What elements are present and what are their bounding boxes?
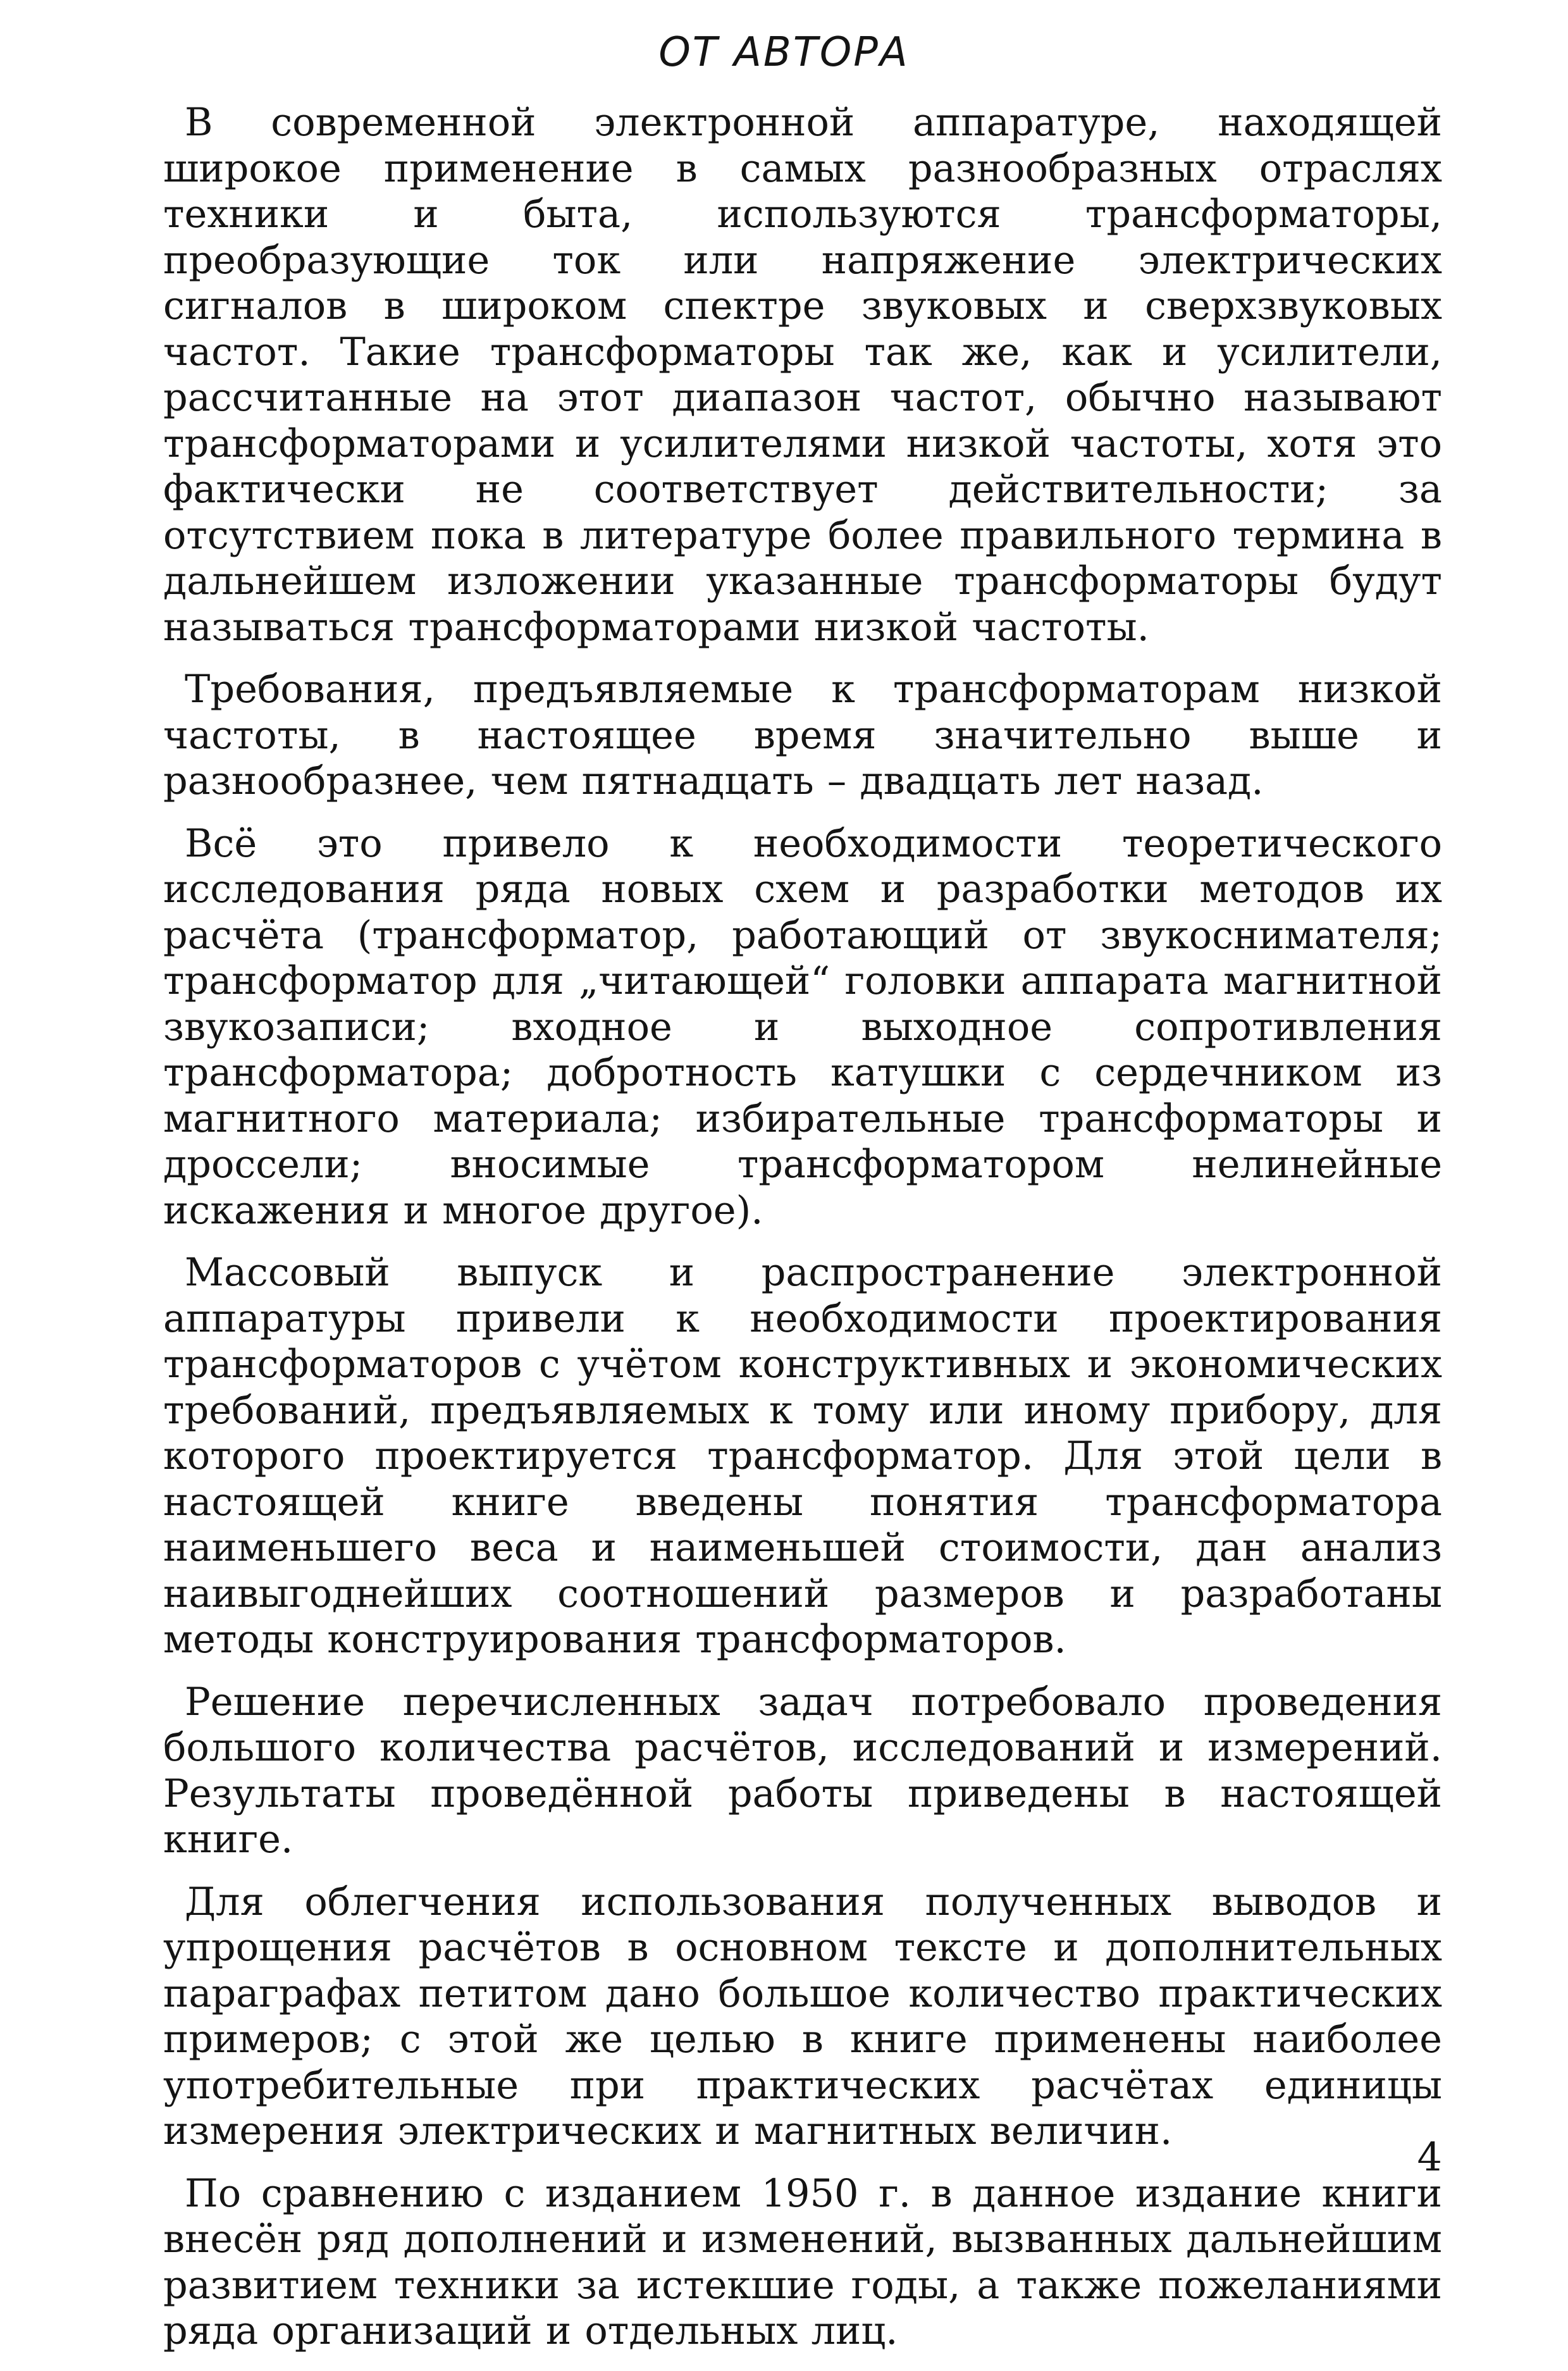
paragraph-7: По сравнению с изданием 1950 г. в данное издание книги внесён ряд дополнений и изменений, вызванных дальнейшим развитием техники за истекшие годы, а также пожеланиями ряда организаций и отдельных лиц. (163, 2171, 1442, 2353)
paragraph-4: Массовый выпуск и распространение электронной аппаратуры привели к необходимости проектирования трансформаторов с учётом конструктивных и экономических требований, предъявляемых к тому или иному прибору, для которого проектируется трансформатор. Для этой цели в настоящей книге введены понятия трансформатора наименьшего веса и наименьшей стоимости, дан анализ наивыгоднейших соотношений размеров и разработаны методы конструирования трансформаторов. (163, 1251, 1442, 1662)
paragraph-2: Требования, предъявляемые к трансформаторам низкой частоты, в настоящее время значительно выше и разнообразнее, чем пятнадцать – двадцать лет назад. (163, 667, 1442, 803)
preface-body (163, 100, 1442, 2371)
page-number: 4 (1417, 2134, 1442, 2180)
paragraph-3: Всё это привело к необходимости теоретического исследования ряда новых схем и разработки методов их расчёта (трансформатор, работающий от звукоснимателя; трансформатор для „читающей“ головки аппарата магнитной звукозаписи; входное и выходное сопротивления трансформатора; добротность катушки с сердечником из магнитного материала; избирательные трансформаторы и дроссели; вносимые трансформатором нелинейные искажения и многое другое). (163, 821, 1442, 1233)
paragraph-1: В современной электронной аппаратуре, находящей широкое применение в самых разнообразных отраслях техники и быта, используются трансформаторы, преобразующие ток или напряжение электрических сигналов в широком спектре звуковых и сверхзвуковых частот. Такие трансформаторы так же, как и усилители, рассчитанные на этот диапазон частот, обычно называют трансформаторами и усилителями низкой частоты, хотя это фактически не соответствует действительности; за отсутствием пока в литературе более правильного термина в дальнейшем изложении указанные трансформаторы будут называться трансформаторами низкой частоты. (163, 101, 1442, 650)
paragraph-5: Решение перечисленных задач потребовало проведения большого количества расчётов, исследований и измерений. Результаты проведённой работы приведены в настоящей книге. (163, 1680, 1442, 1862)
paragraph-6: Для облегчения использования полученных выводов и упрощения расчётов в основном тексте и дополнительных параграфах петитом дано большое количество практических примеров; с этой же целью в книге применены наиболее употребительные при практических расчётах единицы измерения электрических и магнитных величин. (163, 1879, 1442, 2153)
page-title: ОТ АВТОРА (658, 29, 910, 76)
